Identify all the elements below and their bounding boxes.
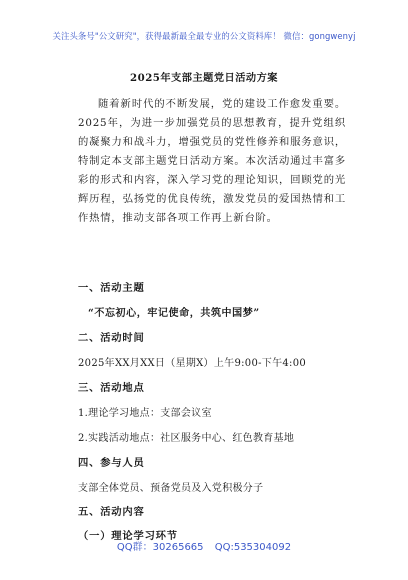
people-text: 支部全体党员、预备党员及入党积极分子	[78, 483, 264, 494]
place-item-2: 2.实践活动地点：社区服务中心、红色教育基地	[78, 433, 295, 444]
place-item-1: 1.理论学习地点：支部会议室	[78, 408, 212, 419]
subsection-heading-study: （一）理论学习环节	[78, 530, 178, 542]
theme-text: “不忘初心，牢记使命，共筑中国梦”	[88, 308, 260, 319]
section-heading-place: 三、活动地点	[78, 382, 145, 394]
section-heading-theme: 一、活动主题	[78, 282, 145, 294]
time-text: 2025年XX月XX日（星期X）上午9:00-下午4:00	[78, 358, 307, 369]
footer-contact	[0, 538, 408, 553]
qq-group-text: QQ群：30265665	[116, 542, 204, 553]
document-title: 2025年支部主题党日活动方案	[130, 72, 278, 84]
section-heading-time: 二、活动时间	[78, 332, 145, 344]
section-heading-content: 五、活动内容	[78, 506, 145, 518]
intro-paragraph: 随着新时代的不断发展，党的建设工作愈发重要。2025年，为进一步加强党员的思想教育，提升党组织的凝聚力和战斗力，增强党员的党性修养和服务意识，特制定本支部主题党日活动方案。本次活动通过丰富多彩的形式和内容，深入学习党的理论知识，回顾党的光辉历程，弘扬党的优良传统，激发党员的爱国热情和工作热情，推动支部各项工作再上新台阶。	[78, 98, 346, 224]
qq-text: QQ:535304092	[214, 542, 292, 553]
section-heading-people: 四、参与人员	[78, 457, 145, 469]
header-banner: 关注头条号"公文研究"，获得最新最全最专业的公文资料库！ 微信：gongwenyj	[52, 31, 356, 41]
